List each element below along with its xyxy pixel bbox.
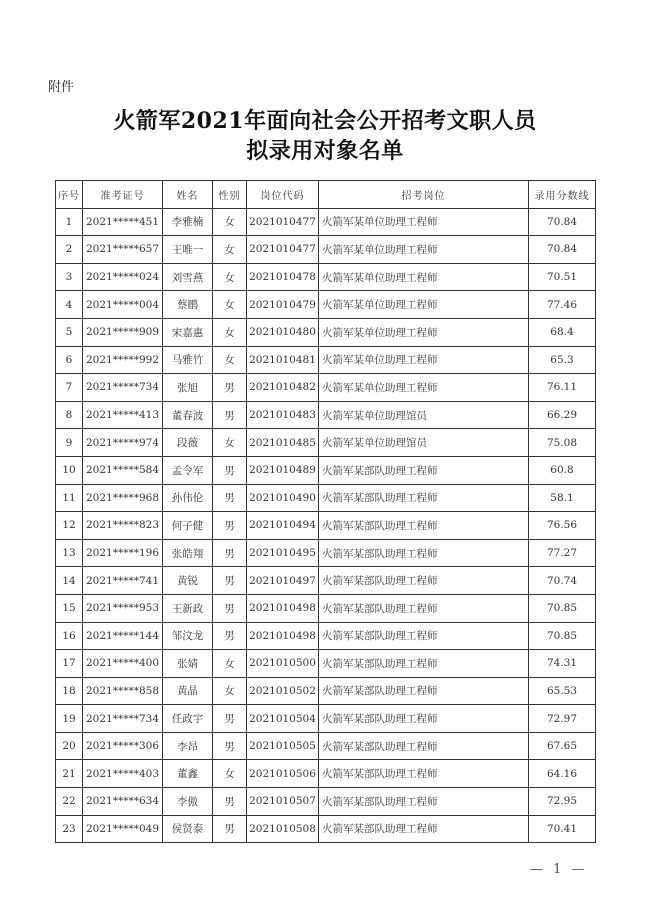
cell-exam-id: 2021*****992 <box>83 346 163 374</box>
cell-row-no: 9 <box>56 429 83 457</box>
cell-row-no: 8 <box>56 401 83 429</box>
table-row <box>56 815 596 843</box>
cell-gender: 女 <box>213 677 247 705</box>
document-subtitle: 拟录用对象名单 <box>246 138 404 164</box>
cell-row-no: 7 <box>56 374 83 402</box>
header-name: 姓名 <box>163 181 213 209</box>
cell-row-no: 22 <box>56 788 83 816</box>
cell-position: 火箭军某部队助理工程师 <box>319 594 529 622</box>
cell-row-no: 5 <box>56 318 83 346</box>
cell-position: 火箭军某部队助理工程师 <box>319 484 529 512</box>
cell-score-line: 64.16 <box>529 760 596 788</box>
header-exam-id: 准考证号 <box>83 181 163 209</box>
table-row <box>56 539 596 567</box>
table-row <box>56 208 596 236</box>
cell-candidate-name: 孟令军 <box>163 456 213 484</box>
cell-position: 火箭军某部队助理工程师 <box>319 456 529 484</box>
cell-gender: 男 <box>213 622 247 650</box>
cell-candidate-name: 刘雪燕 <box>163 263 213 291</box>
table-row <box>56 263 596 291</box>
cell-position-code: 2021010508 <box>247 815 319 843</box>
cell-row-no: 20 <box>56 732 83 760</box>
table-row <box>56 594 596 622</box>
cell-position: 火箭军某部队助理工程师 <box>319 567 529 595</box>
cell-score-line: 65.53 <box>529 677 596 705</box>
table-row <box>56 318 596 346</box>
cell-candidate-name: 董春波 <box>163 401 213 429</box>
cell-position-code: 2021010482 <box>247 374 319 402</box>
cell-candidate-name: 黄晶 <box>163 677 213 705</box>
table-row <box>56 512 596 540</box>
cell-score-line: 70.51 <box>529 263 596 291</box>
cell-gender: 女 <box>213 236 247 264</box>
cell-exam-id: 2021*****400 <box>83 650 163 678</box>
cell-exam-id: 2021*****657 <box>83 236 163 264</box>
cell-gender: 男 <box>213 401 247 429</box>
cell-position-code: 2021010485 <box>247 429 319 457</box>
cell-row-no: 21 <box>56 760 83 788</box>
cell-exam-id: 2021*****451 <box>83 208 163 236</box>
cell-position: 火箭军某部队助理工程师 <box>319 788 529 816</box>
cell-exam-id: 2021*****968 <box>83 484 163 512</box>
cell-row-no: 19 <box>56 705 83 733</box>
cell-position: 火箭军某部队助理工程师 <box>319 677 529 705</box>
cell-score-line: 77.46 <box>529 291 596 319</box>
cell-exam-id: 2021*****144 <box>83 622 163 650</box>
cell-exam-id: 2021*****858 <box>83 677 163 705</box>
cell-row-no: 17 <box>56 650 83 678</box>
cell-position-code: 2021010498 <box>247 594 319 622</box>
table-row <box>56 429 596 457</box>
cell-row-no: 14 <box>56 567 83 595</box>
cell-candidate-name: 蔡鹛 <box>163 291 213 319</box>
cell-gender: 女 <box>213 208 247 236</box>
cell-exam-id: 2021*****049 <box>83 815 163 843</box>
cell-score-line: 60.8 <box>529 456 596 484</box>
cell-candidate-name: 孙伟伦 <box>163 484 213 512</box>
table-row <box>56 788 596 816</box>
cell-candidate-name: 侯贤泰 <box>163 815 213 843</box>
cell-position-code: 2021010490 <box>247 484 319 512</box>
cell-exam-id: 2021*****734 <box>83 705 163 733</box>
page-number: — 1 — <box>530 862 588 877</box>
cell-gender: 男 <box>213 732 247 760</box>
cell-gender: 男 <box>213 456 247 484</box>
cell-position: 火箭军某部队助理工程师 <box>319 732 529 760</box>
cell-exam-id: 2021*****974 <box>83 429 163 457</box>
cell-position-code: 2021010494 <box>247 512 319 540</box>
cell-position: 火箭军某单位助理工程师 <box>319 263 529 291</box>
cell-position: 火箭军某部队助理工程师 <box>319 815 529 843</box>
cell-gender: 女 <box>213 291 247 319</box>
cell-position-code: 2021010483 <box>247 401 319 429</box>
cell-exam-id: 2021*****634 <box>83 788 163 816</box>
cell-score-line: 70.85 <box>529 594 596 622</box>
table-row <box>56 401 596 429</box>
table-row <box>56 732 596 760</box>
cell-position: 火箭军某部队助理工程师 <box>319 539 529 567</box>
cell-gender: 女 <box>213 429 247 457</box>
cell-candidate-name: 邹汶龙 <box>163 622 213 650</box>
cell-position-code: 2021010507 <box>247 788 319 816</box>
table-row <box>56 622 596 650</box>
cell-position-code: 2021010504 <box>247 705 319 733</box>
cell-candidate-name: 张婧 <box>163 650 213 678</box>
cell-score-line: 72.97 <box>529 705 596 733</box>
cell-position-code: 2021010479 <box>247 291 319 319</box>
cell-position-code: 2021010498 <box>247 622 319 650</box>
cell-gender: 男 <box>213 567 247 595</box>
cell-score-line: 66.29 <box>529 401 596 429</box>
cell-row-no: 1 <box>56 208 83 236</box>
cell-gender: 男 <box>213 512 247 540</box>
header-no: 序号 <box>56 181 83 209</box>
header-position: 招考岗位 <box>319 181 529 209</box>
cell-score-line: 70.85 <box>529 622 596 650</box>
cell-gender: 男 <box>213 815 247 843</box>
cell-exam-id: 2021*****953 <box>83 594 163 622</box>
cell-score-line: 70.41 <box>529 815 596 843</box>
cell-position-code: 2021010497 <box>247 567 319 595</box>
cell-exam-id: 2021*****734 <box>83 374 163 402</box>
cell-gender: 女 <box>213 318 247 346</box>
cell-score-line: 76.56 <box>529 512 596 540</box>
table-row <box>56 346 596 374</box>
cell-score-line: 67.65 <box>529 732 596 760</box>
cell-row-no: 13 <box>56 539 83 567</box>
cell-candidate-name: 张旭 <box>163 374 213 402</box>
cell-position: 火箭军某单位助理工程师 <box>319 236 529 264</box>
cell-exam-id: 2021*****196 <box>83 539 163 567</box>
cell-position: 火箭军某单位助理工程师 <box>319 374 529 402</box>
cell-candidate-name: 宋嘉惠 <box>163 318 213 346</box>
cell-row-no: 23 <box>56 815 83 843</box>
cell-candidate-name: 张皓翔 <box>163 539 213 567</box>
table-row <box>56 291 596 319</box>
attachment-label: 附件 <box>48 80 75 95</box>
cell-gender: 女 <box>213 263 247 291</box>
cell-position: 火箭军某单位助理工程师 <box>319 208 529 236</box>
table-row <box>56 650 596 678</box>
cell-exam-id: 2021*****024 <box>83 263 163 291</box>
cell-score-line: 70.74 <box>529 567 596 595</box>
cell-position-code: 2021010478 <box>247 263 319 291</box>
cell-candidate-name: 李昂 <box>163 732 213 760</box>
cell-position: 火箭军某部队助理工程师 <box>319 650 529 678</box>
cell-candidate-name: 黄锐 <box>163 567 213 595</box>
cell-candidate-name: 何子健 <box>163 512 213 540</box>
cell-row-no: 11 <box>56 484 83 512</box>
cell-gender: 女 <box>213 650 247 678</box>
cell-candidate-name: 李雅楠 <box>163 208 213 236</box>
table-row <box>56 374 596 402</box>
cell-position-code: 2021010489 <box>247 456 319 484</box>
cell-position: 火箭军某部队助理工程师 <box>319 622 529 650</box>
cell-position: 火箭军某单位助理工程师 <box>319 346 529 374</box>
cell-gender: 男 <box>213 539 247 567</box>
cell-position: 火箭军某单位助理馆员 <box>319 429 529 457</box>
cell-score-line: 77.27 <box>529 539 596 567</box>
cell-row-no: 15 <box>56 594 83 622</box>
candidate-roster-table <box>55 180 596 843</box>
cell-gender: 男 <box>213 594 247 622</box>
cell-position-code: 2021010505 <box>247 732 319 760</box>
cell-position-code: 2021010481 <box>247 346 319 374</box>
cell-exam-id: 2021*****584 <box>83 456 163 484</box>
cell-exam-id: 2021*****403 <box>83 760 163 788</box>
table-row <box>56 456 596 484</box>
cell-row-no: 6 <box>56 346 83 374</box>
cell-score-line: 70.84 <box>529 208 596 236</box>
cell-row-no: 18 <box>56 677 83 705</box>
cell-gender: 男 <box>213 374 247 402</box>
header-gender: 性别 <box>213 181 247 209</box>
cell-candidate-name: 董鑫 <box>163 760 213 788</box>
table-row <box>56 760 596 788</box>
cell-score-line: 68.4 <box>529 318 596 346</box>
cell-exam-id: 2021*****823 <box>83 512 163 540</box>
cell-position-code: 2021010477 <box>247 236 319 264</box>
cell-position-code: 2021010500 <box>247 650 319 678</box>
table-body <box>56 208 596 843</box>
cell-row-no: 3 <box>56 263 83 291</box>
cell-gender: 男 <box>213 484 247 512</box>
cell-score-line: 58.1 <box>529 484 596 512</box>
header-position-code: 岗位代码 <box>247 181 319 209</box>
cell-gender: 女 <box>213 346 247 374</box>
table-row <box>56 567 596 595</box>
cell-score-line: 74.31 <box>529 650 596 678</box>
cell-exam-id: 2021*****741 <box>83 567 163 595</box>
cell-position-code: 2021010480 <box>247 318 319 346</box>
cell-position: 火箭军某单位助理馆员 <box>319 401 529 429</box>
table-row <box>56 677 596 705</box>
cell-candidate-name: 李傲 <box>163 788 213 816</box>
cell-position: 火箭军某部队助理工程师 <box>319 760 529 788</box>
cell-exam-id: 2021*****413 <box>83 401 163 429</box>
cell-row-no: 10 <box>56 456 83 484</box>
cell-position: 火箭军某部队助理工程师 <box>319 705 529 733</box>
cell-gender: 男 <box>213 788 247 816</box>
cell-score-line: 72.95 <box>529 788 596 816</box>
cell-candidate-name: 王唯一 <box>163 236 213 264</box>
cell-gender: 女 <box>213 760 247 788</box>
cell-exam-id: 2021*****909 <box>83 318 163 346</box>
cell-exam-id: 2021*****306 <box>83 732 163 760</box>
cell-exam-id: 2021*****004 <box>83 291 163 319</box>
cell-row-no: 2 <box>56 236 83 264</box>
cell-position-code: 2021010495 <box>247 539 319 567</box>
cell-gender: 男 <box>213 705 247 733</box>
cell-row-no: 4 <box>56 291 83 319</box>
cell-row-no: 16 <box>56 622 83 650</box>
header-score: 录用分数线 <box>529 181 596 209</box>
cell-candidate-name: 王新政 <box>163 594 213 622</box>
cell-position: 火箭军某单位助理工程师 <box>319 291 529 319</box>
table-row <box>56 705 596 733</box>
cell-candidate-name: 任政宇 <box>163 705 213 733</box>
table-header-row <box>56 181 596 209</box>
document-title: 火箭军2021年面向社会公开招考文职人员 <box>113 108 537 134</box>
cell-score-line: 65.3 <box>529 346 596 374</box>
cell-score-line: 75.08 <box>529 429 596 457</box>
cell-position-code: 2021010477 <box>247 208 319 236</box>
cell-position: 火箭军某单位助理工程师 <box>319 318 529 346</box>
cell-position-code: 2021010502 <box>247 677 319 705</box>
table-row <box>56 484 596 512</box>
cell-candidate-name: 段薇 <box>163 429 213 457</box>
table-row <box>56 236 596 264</box>
cell-position: 火箭军某部队助理工程师 <box>319 512 529 540</box>
cell-candidate-name: 马雅竹 <box>163 346 213 374</box>
cell-position-code: 2021010506 <box>247 760 319 788</box>
cell-row-no: 12 <box>56 512 83 540</box>
cell-score-line: 76.11 <box>529 374 596 402</box>
cell-score-line: 70.84 <box>529 236 596 264</box>
